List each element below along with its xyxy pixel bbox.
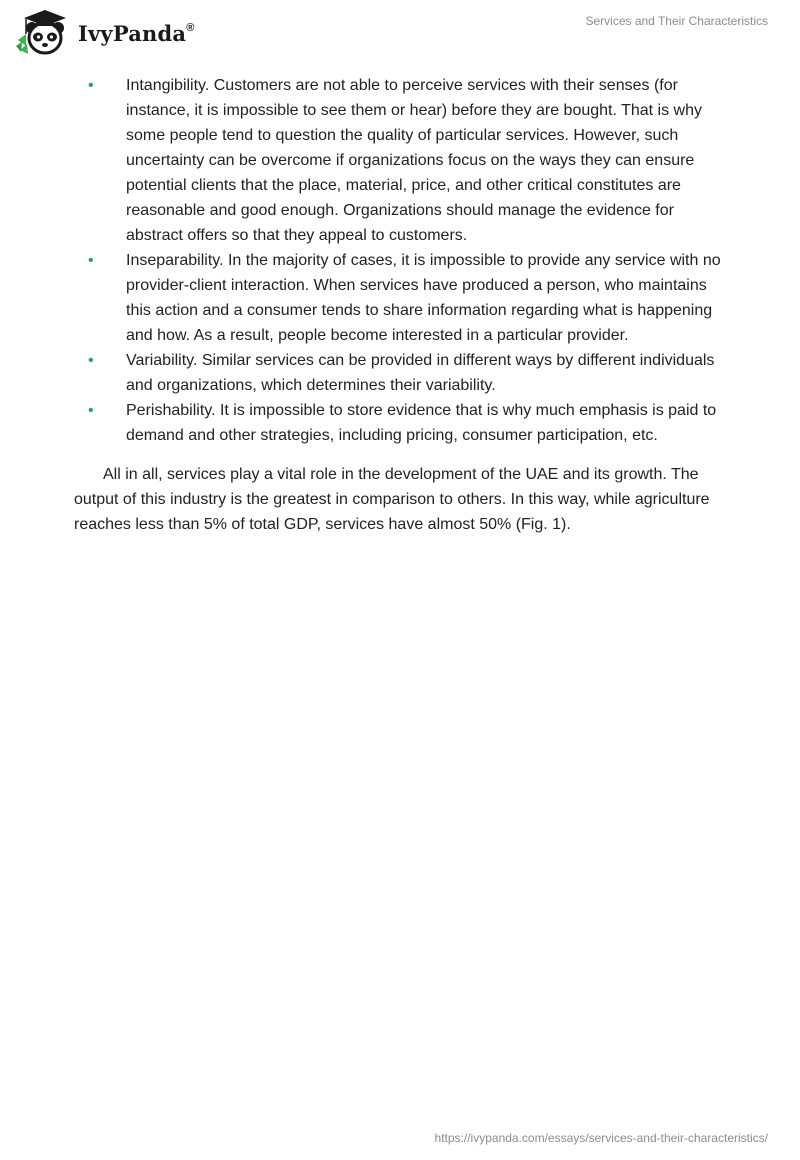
characteristics-list [74, 73, 724, 448]
bullet-icon: • [88, 77, 94, 94]
ivypanda-logo[interactable] [14, 8, 195, 56]
registered-mark: ® [186, 21, 195, 34]
document-title: Services and Their Characteristics [585, 14, 768, 28]
bullet-icon: • [88, 252, 94, 269]
list-item [74, 398, 724, 448]
list-item [74, 248, 724, 348]
bullet-icon: • [88, 352, 94, 369]
panda-graduate-icon [14, 8, 76, 56]
list-item-text: Variability. Similar services can be provided in different ways by different individuals and organizations, which determines their variability. [126, 352, 715, 394]
bullet-icon: • [88, 402, 94, 419]
list-item [74, 348, 724, 398]
page-header [0, 0, 800, 60]
page-content [74, 73, 724, 537]
source-url[interactable]: https://ivypanda.com/essays/services-and-their-characteristics/ [434, 1131, 768, 1145]
list-item-text: Intangibility. Customers are not able to perceive services with their senses (for instance, it is impossible to see them or hear) before they are bought. That is why some people tend to question the quality of particular services. However, such uncertainty can be overcome if organizations focus on the ways they can ensure potential clients that the place, material, price, and other critical constitutes are reasonable and good enough. Organizations should manage the evidence for abstract offers so that they appeal to customers. [126, 77, 702, 244]
list-item [74, 73, 724, 248]
list-item-text: Perishability. It is impossible to store evidence that is why much emphasis is paid to demand and other strategies, including pricing, consumer participation, etc. [126, 402, 717, 444]
conclusion-paragraph: All in all, services play a vital role in the development of the UAE and its growth. The output of this industry is the greatest in comparison to others. In this way, while agriculture reaches less than 5% of total GDP, services have almost 50% (Fig. 1). [74, 466, 710, 533]
list-item-text: Inseparability. In the majority of cases, it is impossible to provide any service with no provider-client interaction. When services have produced a person, who maintains this action and a consumer tends to share information regarding what is happening and how. As a result, people become interested in a particular provider. [126, 252, 721, 344]
logo-wordmark: IvyPanda® [78, 20, 195, 46]
